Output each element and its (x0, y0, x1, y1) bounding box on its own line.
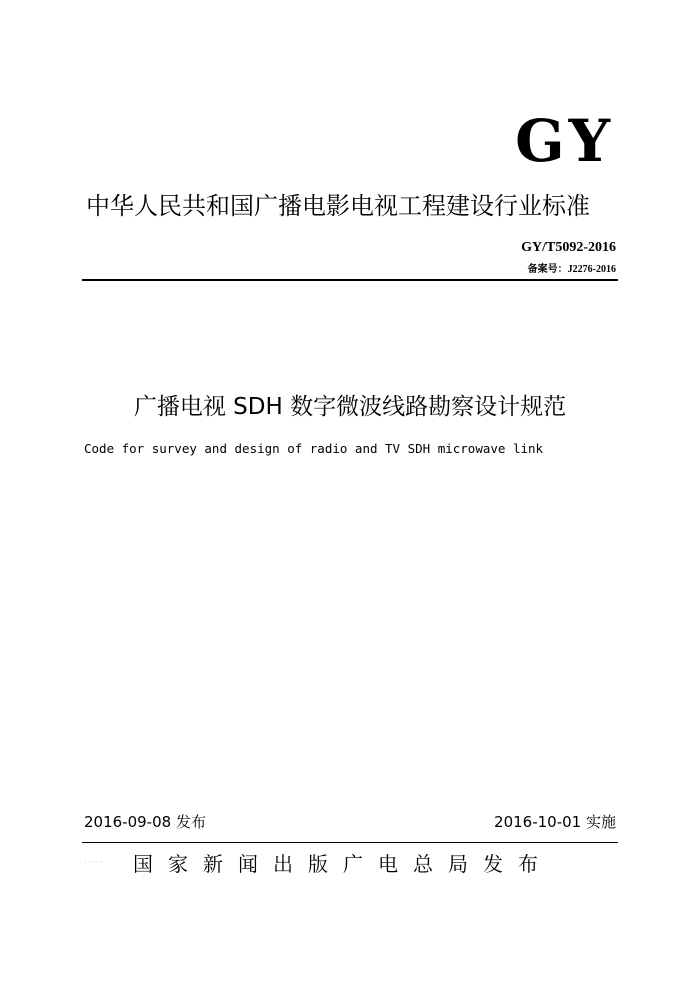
document-title-chinese: 广播电视 SDH 数字微波线路勘察设计规范 (133, 394, 567, 420)
standard-number: GY/T5092-2016 (521, 240, 616, 255)
gy-logo: GY (515, 107, 614, 175)
record-number-value: J2276-2016 (567, 264, 616, 275)
record-number (528, 260, 616, 275)
record-number-label: 备案号： (527, 264, 568, 275)
issuer-leader-dots: ····· (84, 858, 104, 868)
issuing-authority: 国家新闻出版广电总局发布 (133, 852, 553, 876)
effective-date: 2016-10-01 实施 (494, 813, 616, 831)
industry-standard-title: 中华人民共和国广播电影电视工程建设行业标准 (86, 192, 590, 220)
header-divider (82, 279, 618, 281)
document-title-english: Code for survey and design of radio and TV SDH microwave link (84, 441, 544, 456)
publish-date: 2016-09-08 发布 (84, 813, 206, 831)
footer-divider (82, 842, 618, 843)
